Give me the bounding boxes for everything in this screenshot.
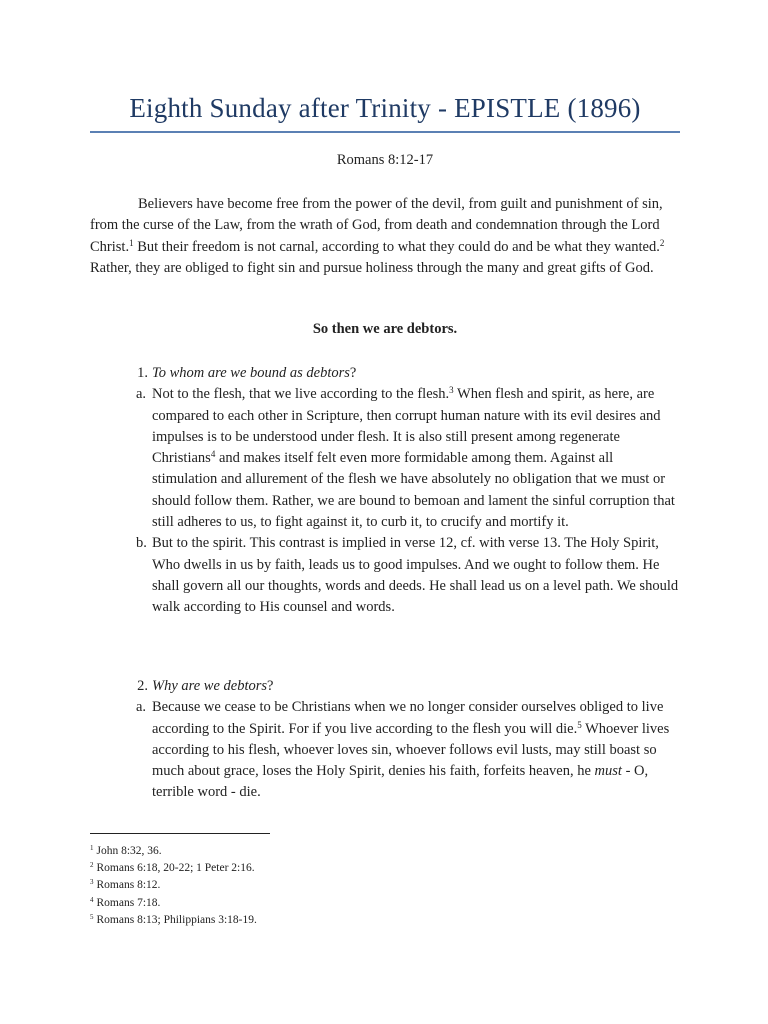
footnote-4: [90, 895, 680, 912]
footnote-1: [90, 843, 680, 860]
intro-text-part1: Believers have become free from the power of the devil, from guilt and punishment of sin, from the curse of the Law, from the wrath of God, from death and condemnation through the Lord Christ.: [90, 196, 663, 255]
footnote-text: Romans 7:18.: [96, 896, 161, 909]
scripture-reference: Romans 8:12-17: [336, 152, 434, 168]
answer-2a-emphasis: must: [594, 763, 622, 780]
answer-2a-letter: a.: [136, 699, 147, 716]
answer-1b-letter: b.: [136, 535, 147, 552]
question-1-text: To whom are we bound as debtors: [152, 365, 350, 381]
footnote-ref-2: 2: [659, 237, 665, 248]
footnote-mark: 4: [90, 895, 94, 904]
footnote-ref-4: 4: [210, 449, 216, 460]
footnote-text: Romans 8:13; Philippians 3:18-19.: [96, 913, 257, 926]
footnote-5: [90, 912, 680, 929]
answer-1b: [90, 533, 680, 618]
footnotes: [90, 843, 680, 929]
question-2-mark: ?: [267, 678, 274, 694]
footnote-text: Romans 8:12.: [96, 879, 161, 892]
answer-1a: [90, 384, 680, 533]
footnote-3: [90, 877, 680, 894]
footnote-2: [90, 860, 680, 877]
question-1: [90, 363, 680, 384]
question-1-mark: ?: [349, 365, 357, 381]
title-underline: [90, 131, 680, 133]
question-2-block: [90, 676, 680, 804]
answer-2a: [90, 697, 680, 803]
footnote-mark: 3: [90, 878, 94, 887]
answer-2a-part1: Because we cease to be Christians when we no longer consider ourselves obliged to live according to the Spirit. For if you live according to the flesh you will die.: [152, 699, 664, 737]
footnote-mark: 5: [90, 912, 94, 921]
question-2: [90, 676, 680, 697]
question-2-text: Why are we debtors: [152, 678, 268, 694]
footnote-ref-5: 5: [577, 719, 582, 730]
answer-2a-part3: - O, terrible word - die.: [152, 763, 649, 801]
footnote-separator: [90, 833, 270, 834]
intro-text-part3: Rather, they are obliged to fight sin and pursue holiness through the many and great gifts of God.: [90, 259, 654, 276]
answer-1a-part3: and makes itself felt even more formidable among them. Against all stimulation and allurement of the flesh we have absolutely no obligation that we must or should follow them. Rather, we are bound to bemoan and lament the sinful corruption that still adheres to us, to fight against it, to curb it, to crucify and mortify it.: [152, 450, 675, 531]
question-1-block: [90, 363, 680, 619]
intro-paragraph: [90, 194, 680, 279]
page-title: Eighth Sunday after Trinity - EPISTLE (1896): [129, 93, 641, 123]
footnote-text: John 8:32, 36.: [96, 845, 162, 857]
answer-1a-part1: Not to the flesh, that we live according to the flesh.: [152, 386, 450, 403]
footnote-ref-3: 3: [449, 385, 454, 396]
answer-1a-part2: When flesh and spirit, as here, are compared to each other in Scripture, then corrupt human nature with its evil desires and impulses is to be understood under flesh. It is also still present among regenerate Christians: [152, 386, 661, 467]
footnote-mark: 2: [90, 861, 94, 870]
answer-1b-text: But to the spirit. This contrast is implied in verse 12, cf. with verse 13. The Holy Spirit, Who dwells in us by faith, leads us to good impulses. And we ought to follow them. He shall govern all our thoughts, words and deeds. He shall lead us on a level path. We should walk according to His counsel and words.: [152, 535, 679, 616]
question-1-number: 1.: [137, 365, 148, 381]
footnote-ref-1: 1: [129, 237, 134, 248]
answer-2a-part2: Whoever lives according to his flesh, whoever loves sin, whoever follows evil lusts, may still boast so much about grace, loses the Holy Spirit, denies his faith, forfeits heaven, he: [152, 720, 670, 780]
answer-1a-letter: a.: [136, 386, 147, 403]
footnote-text: Romans 6:18, 20-22; 1 Peter 2:16.: [96, 862, 255, 875]
intro-text-part2: But their freedom is not carnal, according to what they could do and be what they wanted.: [133, 238, 660, 255]
footnote-mark: 1: [90, 844, 94, 852]
question-2-number: 2.: [137, 678, 148, 694]
section-heading: So then we are debtors.: [312, 321, 458, 337]
